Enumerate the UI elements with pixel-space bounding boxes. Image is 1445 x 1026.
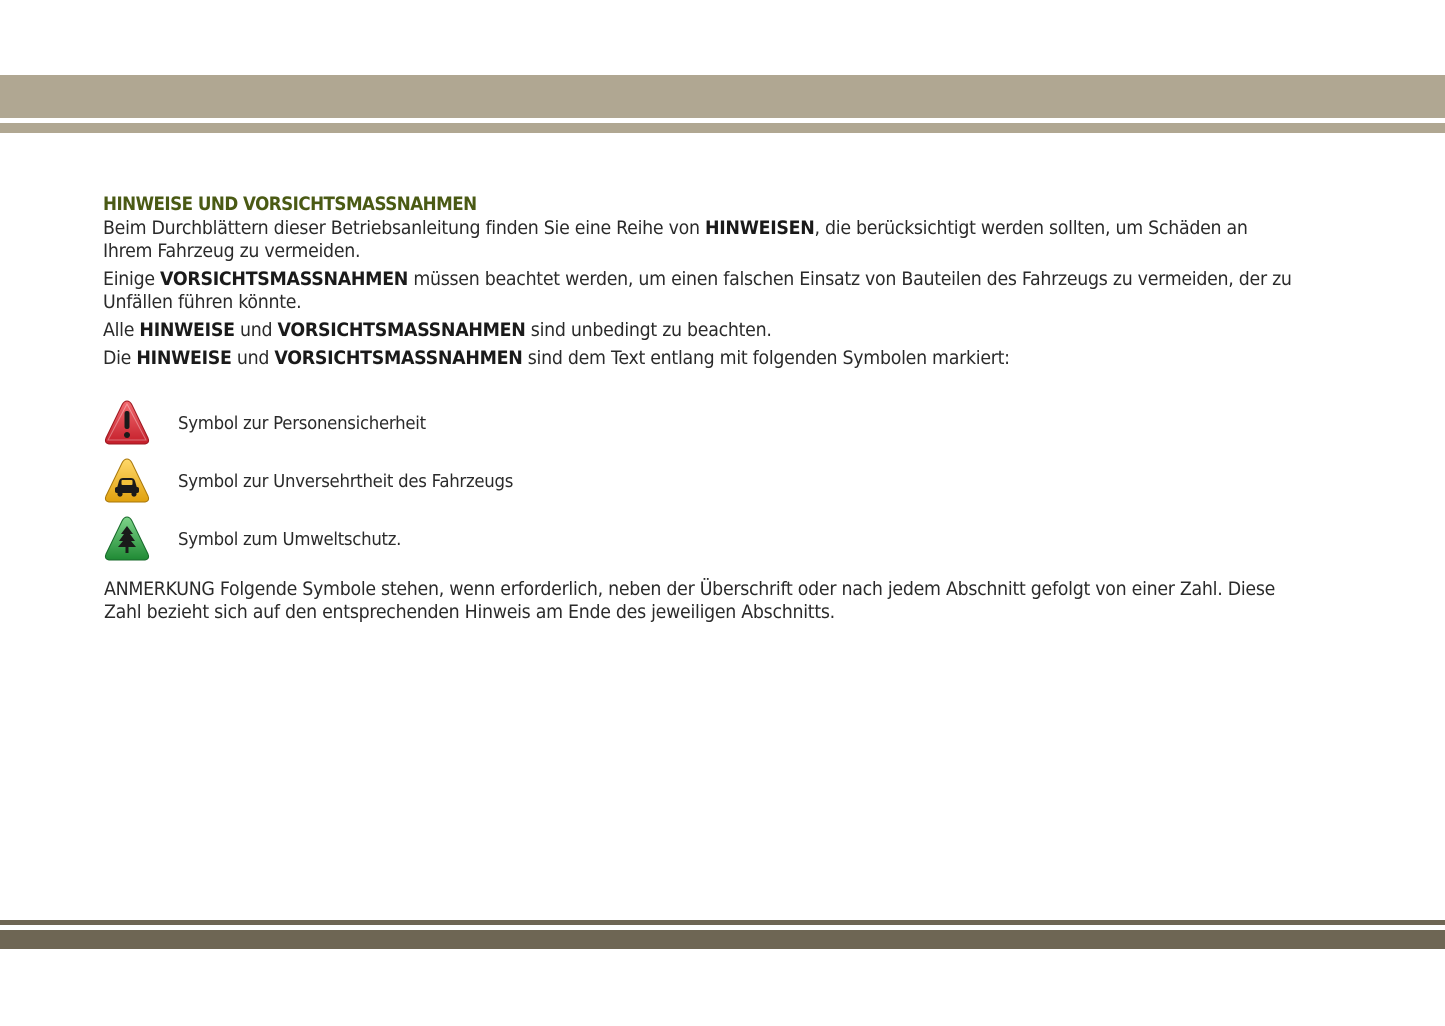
emphasis: VORSICHTSMASSNAHMEN (277, 319, 526, 341)
text: und (231, 347, 275, 369)
text: müssen beachtet werden, um einen falschen Einsatz von Bauteilen des Fahrzeugs zu vermeiden, der zu Unfällen führen könnte. (103, 268, 1292, 313)
emphasis: HINWEISEN (704, 217, 815, 239)
main-content (103, 191, 1303, 375)
text: Alle (103, 319, 140, 341)
text: , die berücksichtigt werden sollten, um Schäden an Ihrem Fahrzeug zu vermeiden. (103, 217, 1248, 262)
symbol-row-personal-safety (103, 394, 426, 452)
text: Beim Durchblättern dieser Betriebsanleitung finden Sie eine Reihe von (103, 217, 705, 239)
warning-exclamation-icon (103, 398, 151, 448)
symbol-label: Symbol zur Personensicherheit (178, 412, 426, 434)
emphasis: HINWEISE (139, 319, 235, 341)
text: sind unbedingt zu beachten. (525, 319, 772, 341)
symbol-row-vehicle-integrity (103, 452, 514, 510)
text: Die (103, 347, 137, 369)
footer-stripe (0, 920, 1445, 925)
emphasis: VORSICHTSMASSNAHMEN (160, 268, 409, 290)
symbol-label: Symbol zum Umweltschutz. (178, 528, 402, 550)
text: und (234, 319, 278, 341)
note-paragraph: ANMERKUNG Folgende Symbole stehen, wenn erforderlich, neben der Überschrift oder nach jedem Abschnitt gefolgt von einer Zahl. Diese Zahl bezieht sich auf den entsprechenden Hinweis am Ende des jeweiligen Abschnitts. (104, 578, 1276, 623)
paragraph-4 (103, 347, 1302, 370)
symbol-label: Symbol zur Unversehrtheit des Fahrzeugs (178, 470, 514, 492)
symbol-row-environment (103, 510, 402, 568)
paragraph-2 (103, 268, 1302, 314)
footer-band (0, 930, 1445, 949)
paragraph-3 (103, 319, 1302, 342)
emphasis: HINWEISE (136, 347, 232, 369)
symbol-legend (103, 394, 514, 568)
text: sind dem Text entlang mit folgenden Symbolen markiert: (522, 347, 1010, 369)
environment-tree-icon (103, 514, 151, 564)
header-band (0, 75, 1445, 118)
text: Einige (103, 268, 161, 290)
section-heading: HINWEISE UND VORSICHTSMASSNAHMEN (103, 193, 477, 215)
header-stripe (0, 123, 1445, 133)
vehicle-warning-icon (103, 456, 151, 506)
emphasis: VORSICHTSMASSNAHMEN (274, 347, 523, 369)
paragraph-1 (103, 217, 1302, 263)
